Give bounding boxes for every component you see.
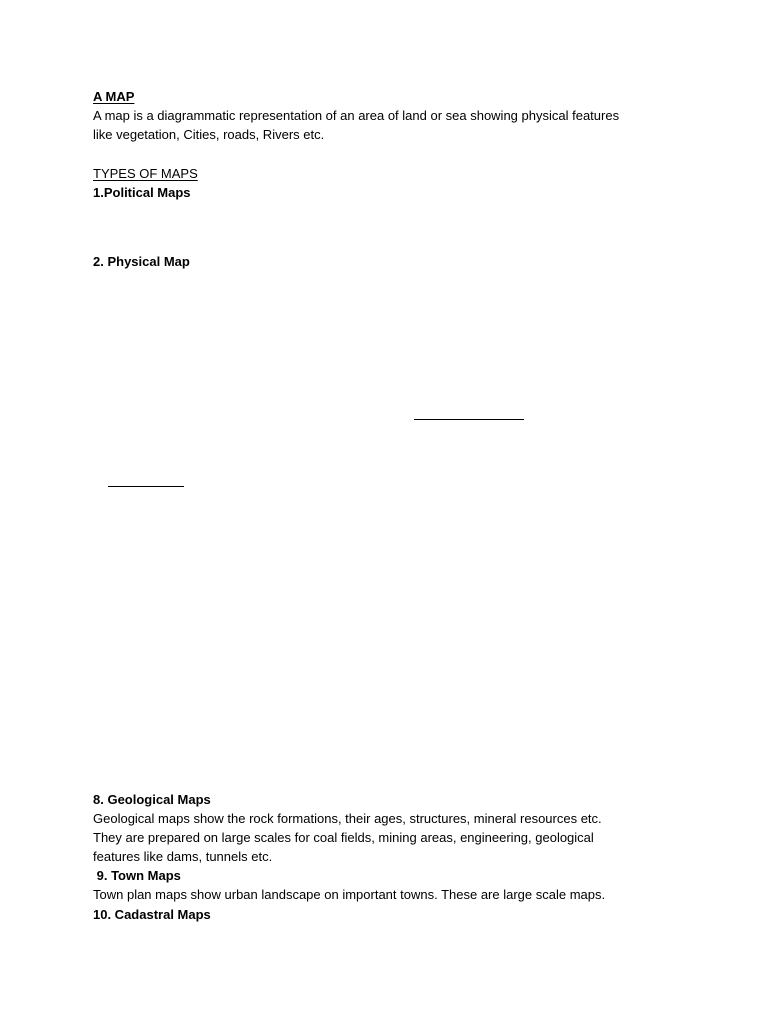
- intro-text-line-1: A map is a diagrammatic representation of an area of land or sea showing physical features: [93, 108, 620, 123]
- intro-text-line-2: like vegetation, Cities, roads, Rivers etc.: [93, 127, 325, 142]
- item-physical-map: 2. Physical Map: [93, 254, 190, 269]
- item-cadastral-maps: 10. Cadastral Maps: [93, 907, 211, 922]
- town-text-line-1: Town plan maps show urban landscape on important towns. These are large scale maps.: [93, 887, 606, 902]
- geological-text-line-2: They are prepared on large scales for coal fields, mining areas, engineering, geological: [93, 830, 594, 845]
- blank-underline-2: [108, 486, 184, 487]
- geological-text-line-1: Geological maps show the rock formations, their ages, structures, mineral resources etc.: [93, 811, 602, 826]
- item-town-maps: 9. Town Maps: [93, 868, 181, 883]
- item-political-maps: 1.Political Maps: [93, 185, 191, 200]
- heading-a-map: A MAP: [93, 89, 135, 104]
- geological-text-line-3: features like dams, tunnels etc.: [93, 849, 273, 864]
- blank-underline-1: [414, 419, 524, 420]
- item-geological-maps: 8. Geological Maps: [93, 792, 211, 807]
- heading-types-of-maps: TYPES OF MAPS: [93, 166, 198, 181]
